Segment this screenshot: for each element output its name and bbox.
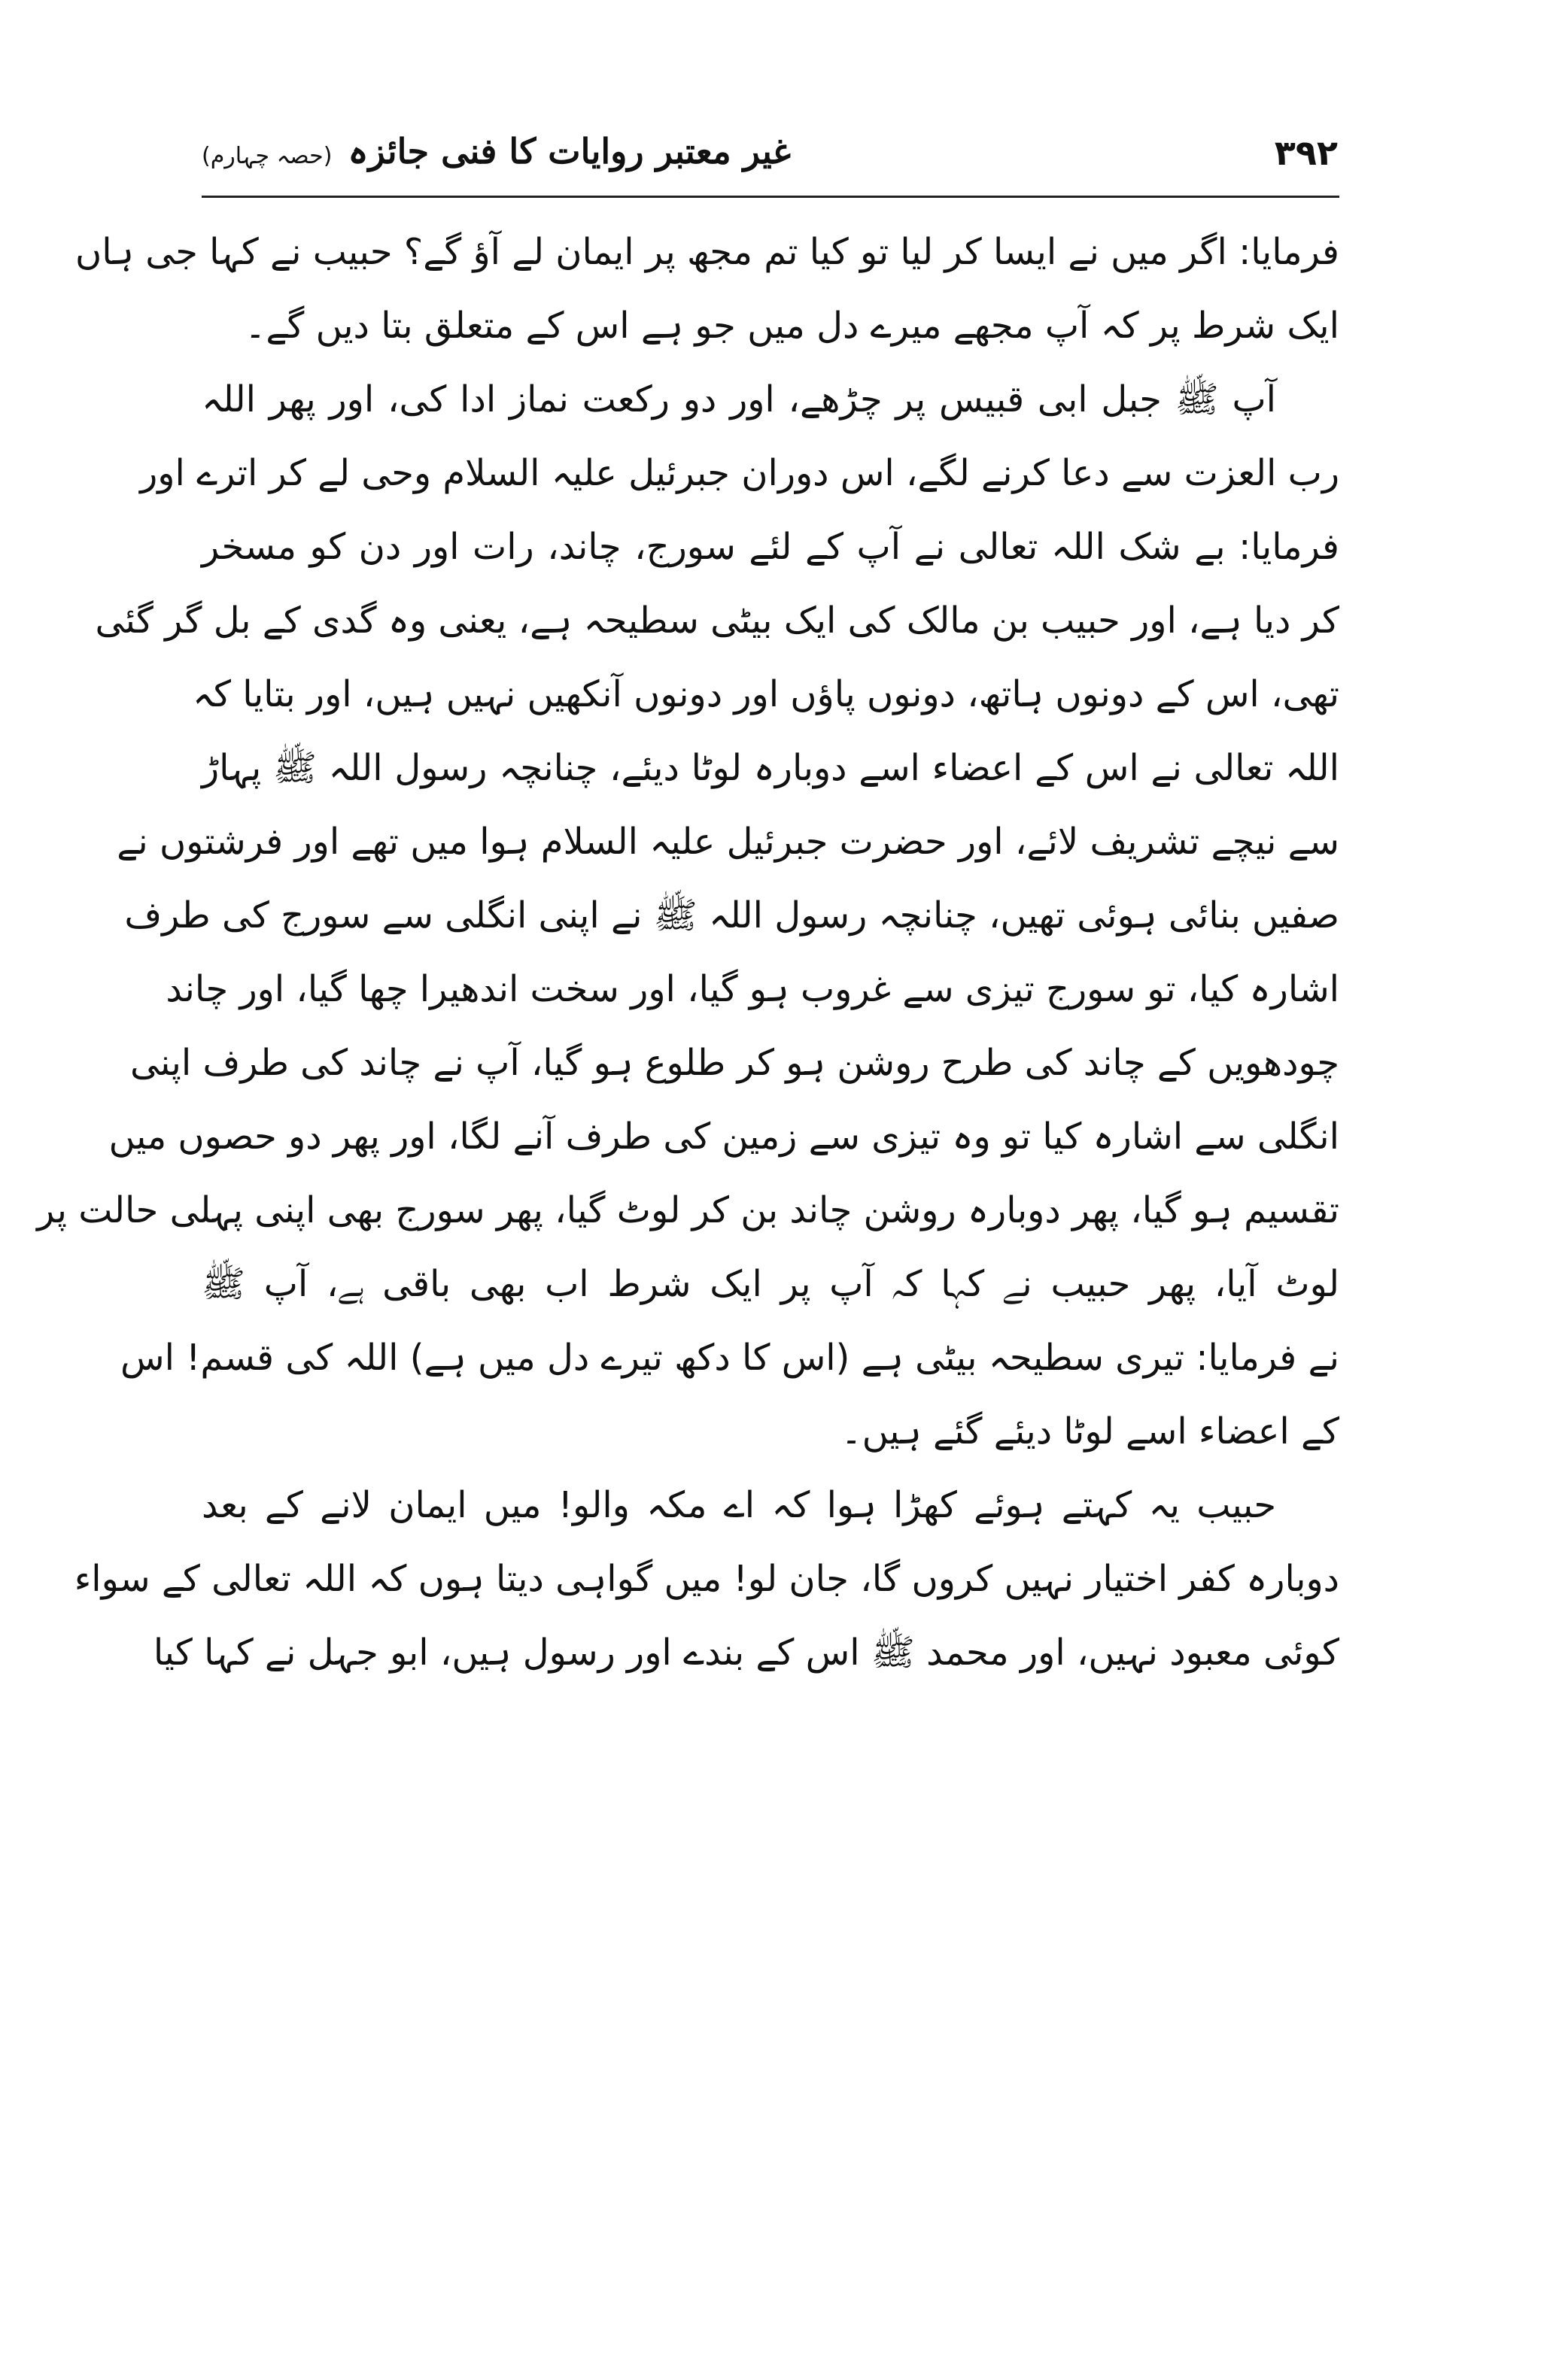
text-line: چودھویں کے چاند کی طرح روشن ہو کر طلوع ہو گیا، آپ نے چاند کی طرف اپنی bbox=[130, 1042, 1339, 1084]
text-line: حبیب یہ کہتے ہوئے کھڑا ہوا کہ اے مکہ والو! میں ایمان لانے کے بعد bbox=[202, 1484, 1276, 1526]
text-line: کوئی معبود نہیں، اور محمد ﷺ اس کے بندے اور رسول ہیں، ابو جہل نے کہا کیا bbox=[153, 1632, 1339, 1674]
text-line: آپ ﷺ جبل ابی قبیس پر چڑھے، اور دو رکعت نماز ادا کی، اور پھر اللہ bbox=[202, 378, 1276, 420]
text-line: نے فرمایا: تیری سطیحہ بیٹی ہے (اس کا دکھ تیرے دل میں ہے) اللہ کی قسم! اس bbox=[120, 1337, 1339, 1379]
book-title: غیر معتبر روایات کا فنی جائزہ bbox=[348, 131, 791, 172]
text-line: لوٹ آیا، پھر حبیب نے کہا کہ آپ پر ایک شرط اب بھی باقی ہے، آپ ﷺ bbox=[202, 1263, 1339, 1305]
body-text bbox=[37, 215, 1339, 1689]
text-line: کے اعضاء اسے لوٹا دیئے گئے ہیں۔ bbox=[840, 1410, 1339, 1453]
text-line: دوبارہ کفر اختیار نہیں کروں گا، جان لو! میں گواہی دیتا ہوں کہ اللہ تعالی کے سواء bbox=[74, 1558, 1339, 1600]
text-line: فرمایا: بے شک اللہ تعالی نے آپ کے لئے سورج، چاند، رات اور دن کو مسخر bbox=[202, 526, 1339, 568]
text-line: تقسیم ہو گیا، پھر دوبارہ روشن چاند بن کر لوٹ گیا، پھر سورج بھی اپنی پہلی حالت پر bbox=[37, 1189, 1339, 1231]
text-line: انگلی سے اشارہ کیا تو وہ تیزی سے زمین کی طرف آنے لگا، اور پھر دو حصوں میں bbox=[108, 1116, 1339, 1158]
text-line: سے نیچے تشریف لائے، اور حضرت جبرئیل علیہ السلام ہوا میں تھے اور فرشتوں نے bbox=[117, 821, 1339, 863]
header-divider bbox=[202, 196, 1339, 198]
page-header bbox=[202, 126, 1338, 194]
text-line: اللہ تعالی نے اس کے اعضاء اسے دوبارہ لوٹا دیئے، چنانچہ رسول اللہ ﷺ پہاڑ bbox=[202, 747, 1339, 789]
text-line: صفیں بنائی ہوئی تھیں، چنانچہ رسول اللہ ﷺ نے اپنی انگلی سے سورج کی طرف bbox=[124, 894, 1339, 937]
text-line: کر دیا ہے، اور حبیب بن مالک کی ایک بیٹی سطیحہ ہے، یعنی وہ گدی کے بل گر گئی bbox=[95, 600, 1339, 642]
text-line: رب العزت سے دعا کرنے لگے، اس دوران جبرئیل علیہ السلام وحی لے کر اترے اور bbox=[140, 452, 1339, 494]
text-line: فرمایا: اگر میں نے ایسا کر لیا تو کیا تم مجھ پر ایمان لے آؤ گے؟ حبیب نے کہا جی ہاں bbox=[74, 231, 1339, 273]
text-line: اشارہ کیا، تو سورج تیزی سے غروب ہو گیا، اور سخت اندھیرا چھا گیا، اور چاند bbox=[166, 968, 1339, 1010]
running-title bbox=[202, 131, 791, 172]
text-line: تھی، اس کے دونوں ہاتھ، دونوں پاؤں اور دونوں آنکھیں نہیں ہیں، اور بتایا کہ bbox=[192, 673, 1339, 715]
volume-label: (حصہ چہارم) bbox=[202, 143, 333, 169]
text-line: ایک شرط پر کہ آپ مجھے میرے دل میں جو ہے اس کے متعلق بتا دیں گے۔ bbox=[245, 305, 1339, 347]
page-number: ۳۹۲ bbox=[1274, 132, 1338, 173]
